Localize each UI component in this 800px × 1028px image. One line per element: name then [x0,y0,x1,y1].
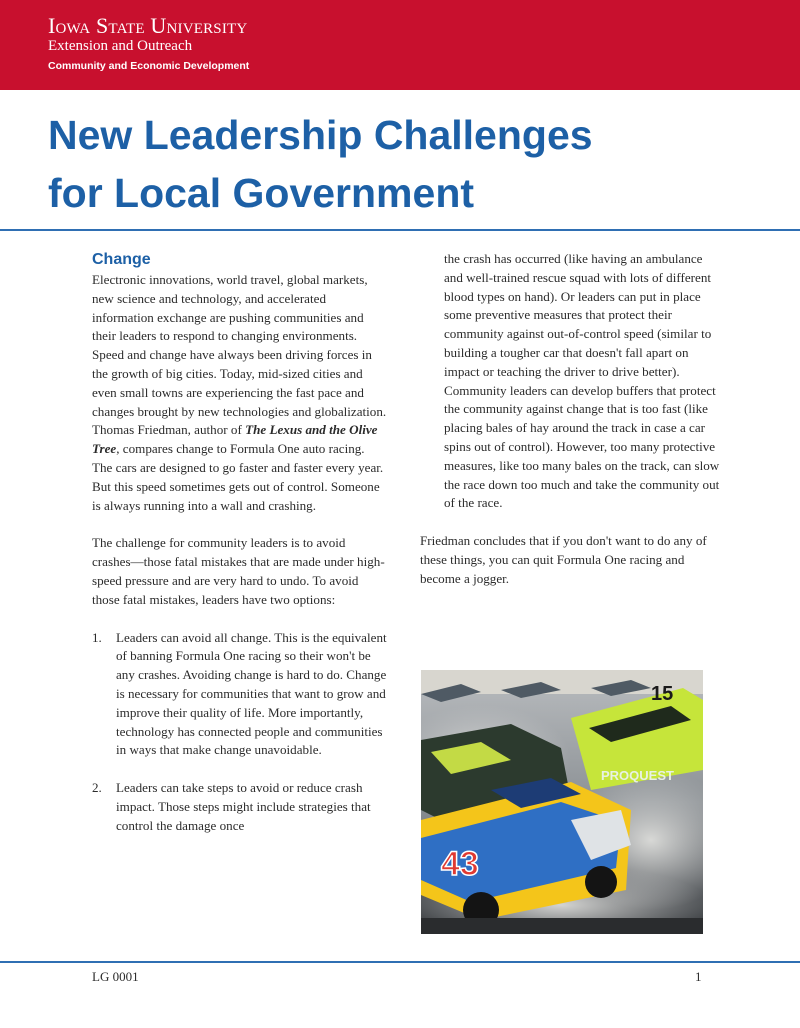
paragraph-1 [92,271,387,515]
top-divider [0,229,800,231]
paragraph-2: The challenge for community leaders is to avoid crashes—those fatal mistakes that are made under high-speed pressure and are very hard to undo. To avoid those fatal mistakes, leaders have two options: [92,535,385,607]
race-crash-photo [421,670,703,934]
list-number: 1. [92,629,102,645]
list-number: 2. [92,780,102,796]
option-2-text: Leaders can take steps to avoid or reduce crash impact. Those steps might include strategies that control the damage once [116,780,371,833]
paragraph-1-end: , compares change to Formula One auto racing. The cars are designed to go faster and faster every year. But this speed sometimes gets out of control. Someone is always running into a wall and crashing. [92,441,384,513]
extension-name: Extension and Outreach [48,38,193,54]
section-heading: Change [92,251,151,268]
options-list [92,629,387,836]
bottom-divider [0,961,800,963]
book-title: The Lexus and the Olive Tree [92,422,378,457]
publication-code: LG 0001 [92,969,139,984]
left-column [92,250,387,855]
paragraph-3: Friedman concludes that if you don't want to do any of these things, you can quit Formula One racing and become a jogger. [420,533,707,586]
car-number-front: 43 [441,845,479,883]
paragraph-1-start: Electronic innovations, world travel, global markets, new science and technology, and accelerated information exchange are pushing communities and their leaders to respond to changing environments. Speed and change have always been driving forces in the growth of big cities. Today, mid-sized cities and even small towns are experiencing the fast pace and changes brought by new technologies and globalization. Thomas Friedman, author of [92,272,387,438]
sponsor-decal: PROQUEST [601,768,674,783]
list-item [92,629,387,761]
race-crash-illustration [421,670,703,934]
track-surface [421,918,703,934]
option-2-continued: the crash has occurred (like having an ambulance and well-trained rescue squad with lots of different blood types on hand). Or leaders can put in place some preventive measures that protect their community against out-of-control speed (similar to building a tougher car that doesn't fall apart on impact or teaching the driver to drive better). Community leaders can develop buffers that protect the community against change that is too fast (like placing bales of hay around the track in case a car spins out of control). However, too many protective measures, like too many bales on the track, can slow the race down too much and take the community out of the race. [444,251,720,511]
page-number: 1 [695,969,702,984]
right-column [420,250,720,589]
title-line-1: New Leadership Challenges [48,112,593,158]
title-line-2: for Local Government [48,170,475,216]
masthead [0,0,800,90]
university-name: Iowa State University [48,13,248,38]
department-name: Community and Economic Development [48,60,250,72]
list-item [92,779,387,835]
car-number-back: 15 [651,683,674,705]
option-1-text: Leaders can avoid all change. This is the equivalent of banning Formula One racing so their won't be any crashes. Avoiding change is hard to do. Change is necessary for communities that want to grow and improve their quality of life. More importantly, technology has connected people and communities in ways that make change unavoidable. [116,629,387,758]
page-title [48,106,768,222]
